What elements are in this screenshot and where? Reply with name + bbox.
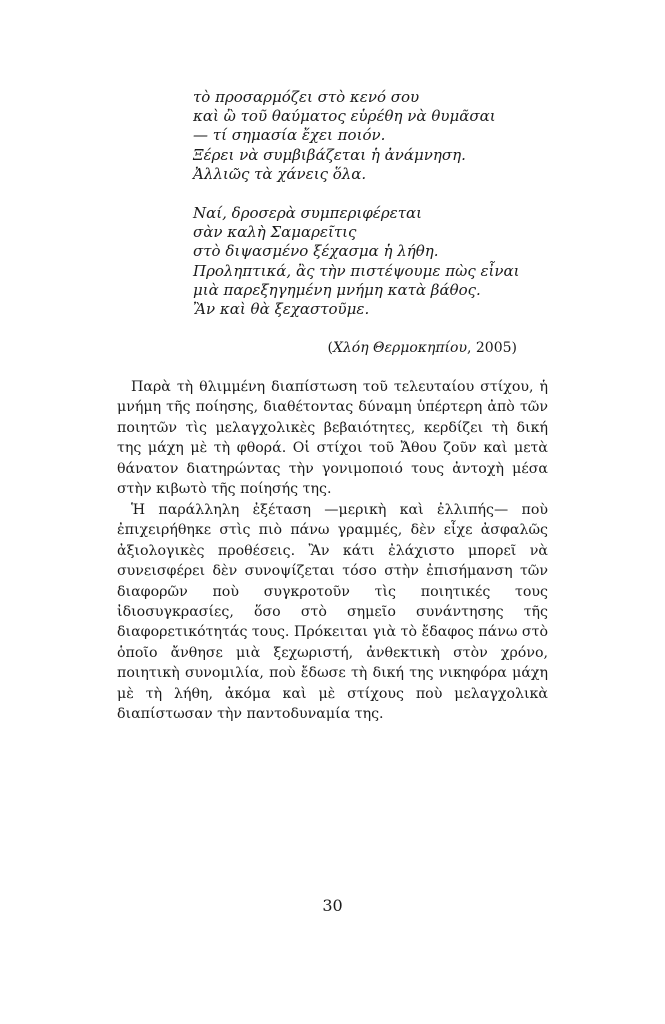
poem-line: μιὰ παρεξηγημένη μνήμη κατὰ βάθος. <box>193 280 481 299</box>
attribution-author: Χλόη Θερμοκηπίου <box>332 340 467 356</box>
poem-line: στὸ διψασμένο ξέχασμα ἡ λήθη. <box>193 242 439 261</box>
poem-stanza-1 <box>193 88 523 184</box>
poem-line: — τί σημασία ἔχει ποιόν. <box>193 126 386 145</box>
poem <box>193 88 523 319</box>
poem-line: Ναί, δροσερὰ συμπεριφέρεται <box>193 204 422 223</box>
page-number: 30 <box>322 896 343 915</box>
paragraph-text: Παρὰ τὴ θλιμμένη διαπίστωση τοῦ τελευταίου στίχου, ἡ μνήμη τῆς ποίησης, διαθέτοντας δύναμη ὑπέρτερη ἀπὸ τῶν ποιητῶν τὶς μελαγχολικὲς βεβαιότητες, κερδίζει τὴ δική της μάχη μὲ τὴ φθορά. Οἱ στίχοι τοῦ Ἄθου ζοῦν καὶ μετὰ θάνατον διατηρώντας τὴν γονιμοποιό τους ἀντοχὴ μέσα στὴν κιβωτὸ τῆς ποίησής της. <box>117 379 548 498</box>
attribution-open: ( <box>327 340 333 356</box>
body-paragraph-2 <box>117 500 548 724</box>
poem-stanza-2 <box>193 204 523 319</box>
poem-line: Ἂν καὶ θὰ ξεχαστοῦμε. <box>193 300 370 319</box>
poem-attribution <box>327 340 517 356</box>
poem-line: σὰν καλὴ Σαμαρεῖτις <box>193 223 357 242</box>
attribution-year: , 2005) <box>467 340 517 356</box>
poem-line: καὶ ὢ τοῦ θαύματος εὑρέθη νὰ θυμᾶσαι <box>193 107 496 126</box>
paragraph-text: Ἡ παράλληλη ἐξέταση —μερικὴ καὶ ἐλλιπής— ποὺ ἐπιχειρήθηκε στὶς πιὸ πάνω γραμμές, δὲν εἶχε ἀσφαλῶς ἀξιολογικὲς προθέσεις. Ἂν κάτι ἐλάχιστο μπορεῖ νὰ συνεισφέρει δὲν συνοψίζεται τόσο στὴν ἐπισήμανση τῶν διαφορῶν ποὺ συγκροτοῦν τὶς ποιητικές τους ἰδιοσυγκρασίες, ὅσο στὸ σημεῖο συνάντησης τῆς διαφορετικότητάς τους. Πρόκειται γιὰ τὸ ἔδαφος πάνω στὸ ὁποῖο ἄνθησε μιὰ ξεχωριστή, ἀνθεκτικὴ στὸν χρόνο, ποιητικὴ συνομιλία, ποὺ ἔδωσε τὴ δική της νικηφόρα μάχη μὲ τὴ λήθη, ἀκόμα καὶ μὲ στίχους ποὺ μελαγχολικὰ διαπίστωσαν τὴν παντοδυναμία της. <box>117 502 548 723</box>
poem-line: Ἀλλιῶς τὰ χάνεις ὅλα. <box>193 164 367 183</box>
poem-line: Ξέρει νὰ συμβιβάζεται ἡ ἀνάμνηση. <box>193 145 466 164</box>
poem-line: τὸ προσαρμόζει στὸ κενό σου <box>193 88 420 106</box>
body-paragraph-1 <box>117 377 548 499</box>
poem-line: Προληπτικά, ἂς τὴν πιστέψουμε πὼς εἶναι <box>193 261 520 280</box>
